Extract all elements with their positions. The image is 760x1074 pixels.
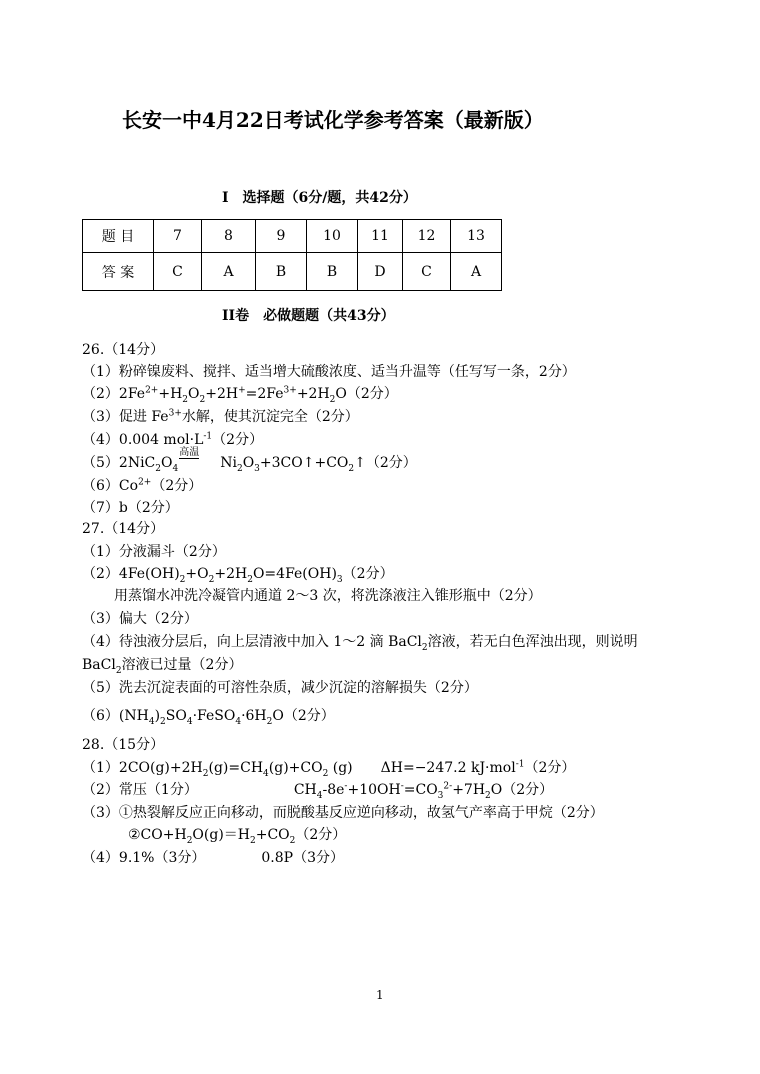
table-row (83, 253, 502, 291)
row-label-answer: 答 案 (83, 253, 154, 291)
table-cell: 8 (202, 220, 256, 253)
q27-line-2: $(2)4Fe(OH)_2+O_2+2H_2O=4Fe(OH)_3(2$分） (82, 566, 394, 585)
q28-line-3: （3）①热裂解反应正向移动，而脱酸基反应逆向移动，故氢气产率高于甲烷（2分） (82, 805, 604, 821)
q27-line-3: 用蒸馏水冲洗冷凝管内通道 2～3 次，将洗涤液注入锥形瓶中（2分） (114, 588, 542, 604)
table-cell: B (307, 253, 358, 291)
reaction-condition-arrow (178, 447, 220, 472)
table-cell: A (202, 253, 256, 291)
q27-line-8: $(6)(NH_4)_2SO_4\cdot FeSO_4\cdot 6H_2O(2$分） (82, 708, 335, 727)
q26-line-5: $(5)2NiC_2O_4$ 高温 $Ni_2O_3+3CO↑+CO_2↑(2$分） (82, 447, 417, 474)
q27-line-1: （1）分液漏斗（2分） (82, 544, 226, 560)
q28-line-2: （2）常压（1分） $CH_4-8e^-+10OH^-=CO_3^{2-}+7H_2O(2$分） (82, 781, 554, 801)
q27-line-6: BaCl$_2$溶液已过量（2分） (82, 657, 243, 676)
table-cell: 7 (154, 220, 202, 253)
q26-line-1: （1）粉碎镍废料、搅拌、适当增大硫酸浓度、适当升温等（任写写一条，2分） (82, 364, 576, 380)
q26-line-3: （3）促进 $Fe^{3+}$水解，使其沉淀完全（2分） (82, 408, 359, 425)
page-title: 长安一中4月22日考试化学参考答案（最新版） (122, 108, 544, 132)
table-cell: D (358, 253, 403, 291)
q26-line-6: $(6)Co^{2+}(2$分） (82, 477, 203, 494)
table-cell: 12 (403, 220, 451, 253)
table-cell: C (403, 253, 451, 291)
table-cell: A (451, 253, 502, 291)
section-1-heading: I 选择题（6分/题，共42分） (222, 190, 417, 206)
q26-line-7: （7）b（2分） (82, 500, 179, 516)
q27-line-5: （4）待浊液分层后，向上层清液中加入 1～2 滴 BaCl$_2$溶液，若无白色浑浊出现，则说明 (82, 634, 638, 653)
page-number: 1 (376, 988, 384, 1002)
table-cell: 10 (307, 220, 358, 253)
q27-line-7: （5）洗去沉淀表面的可溶性杂质，减少沉淀的溶解损失（2分） (82, 680, 478, 696)
table-cell: 11 (358, 220, 403, 253)
q28-line-1: $(1)2CO(g)+2H_2(g)=CH_4(g)+CO_2$ (g) ΔH=−247.2 kJ·mol$^{-1}$（2分） (82, 759, 576, 779)
table-cell: C (154, 253, 202, 291)
row-label-question: 题 目 (83, 220, 154, 253)
section-2-heading: II卷 必做题题（共43分） (222, 308, 395, 324)
table-row (83, 220, 502, 253)
table-cell: 9 (256, 220, 307, 253)
q26-line-4: （4）0.004 $mol\cdot L^{-1}(2$分） (82, 431, 264, 448)
q28-line-5: （4）9.1%（3分） 0.8P（3分） (82, 850, 344, 866)
q26-line-2: $(2)2Fe^{2+}+H_2O_2+2H^+=2Fe^{3+}+2H_2O(2$分） (82, 385, 398, 405)
q26-header: 26.（14分） (82, 342, 165, 358)
answer-table (82, 219, 502, 291)
table-cell: 13 (451, 220, 502, 253)
q28-line-4: $②CO+H_2O(g)=H_2+CO_2(2$分） (128, 827, 347, 846)
table-cell: B (256, 253, 307, 291)
q28-header: 28.（15分） (82, 737, 165, 753)
reaction-condition: 高温 (179, 447, 200, 458)
q27-line-4: （3）偏大（2分） (82, 611, 198, 627)
q27-header: 27.（14分） (82, 521, 165, 537)
